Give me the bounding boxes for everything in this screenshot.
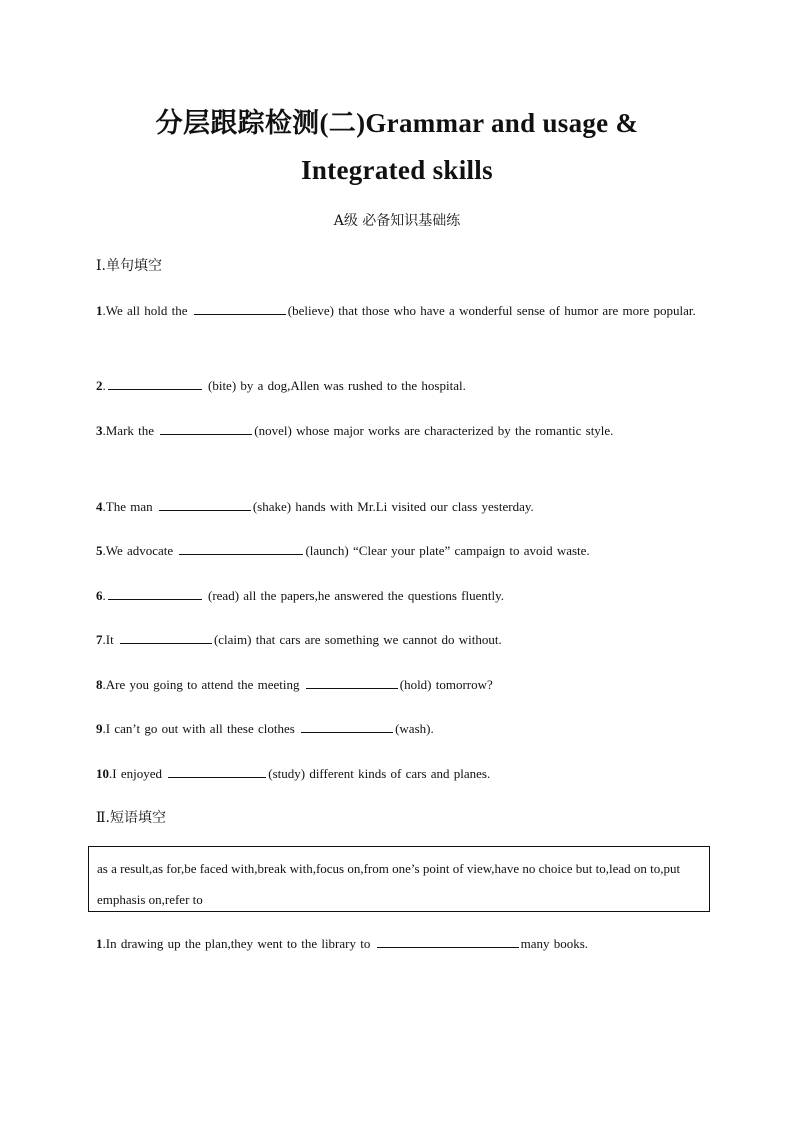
level-heading: A级 必备知识基础练 xyxy=(333,213,461,229)
answer-blank[interactable] xyxy=(108,377,202,390)
answer-blank[interactable] xyxy=(159,498,251,511)
section1-heading: Ⅰ.单句填空 xyxy=(96,258,162,274)
answer-blank[interactable] xyxy=(194,302,286,315)
answer-blank[interactable] xyxy=(168,765,266,778)
question-5: 5.We advocate (launch) “Clear your plate” campaign to avoid waste. xyxy=(96,543,590,558)
question-9: 9.I can’t go out with all these clothes (wash). xyxy=(96,721,434,736)
question-8: 8.Are you going to attend the meeting (hold) tomorrow? xyxy=(96,677,493,692)
answer-blank[interactable] xyxy=(108,587,202,600)
answer-blank[interactable] xyxy=(301,720,393,733)
page-title-line1: 分层跟踪检测(二)Grammar and usage & xyxy=(155,108,639,138)
answer-blank[interactable] xyxy=(160,422,252,435)
answer-blank[interactable] xyxy=(306,676,398,689)
question-1: 1.We all hold the (believe) that those who have a wonderful sense of humor are more popular. xyxy=(96,303,696,318)
phrase-box: as a result,as for,be faced with,break with,focus on,from one’s point of view,have no choice but to,lead on to,put emphasis on,refer to xyxy=(88,846,710,912)
answer-blank[interactable] xyxy=(120,631,212,644)
question-7: 7.It (claim) that cars are something we cannot do without. xyxy=(96,632,502,647)
question-10: 10.I enjoyed (study) different kinds of cars and planes. xyxy=(96,766,491,781)
answer-blank[interactable] xyxy=(377,935,519,948)
question-4: 4.The man (shake) hands with Mr.Li visited our class yesterday. xyxy=(96,499,534,514)
answer-blank[interactable] xyxy=(179,542,303,555)
question-3: 3.Mark the (novel) whose major works are characterized by the romantic style. xyxy=(96,423,614,438)
section2-heading: Ⅱ.短语填空 xyxy=(96,810,166,826)
phrase-question-1: 1.In drawing up the plan,they went to the library to many books. xyxy=(96,936,589,951)
page-title-line2: Integrated skills xyxy=(301,155,493,185)
question-2: 2. (bite) by a dog,Allen was rushed to the hospital. xyxy=(96,378,466,393)
question-6: 6. (read) all the papers,he answered the questions fluently. xyxy=(96,588,505,603)
